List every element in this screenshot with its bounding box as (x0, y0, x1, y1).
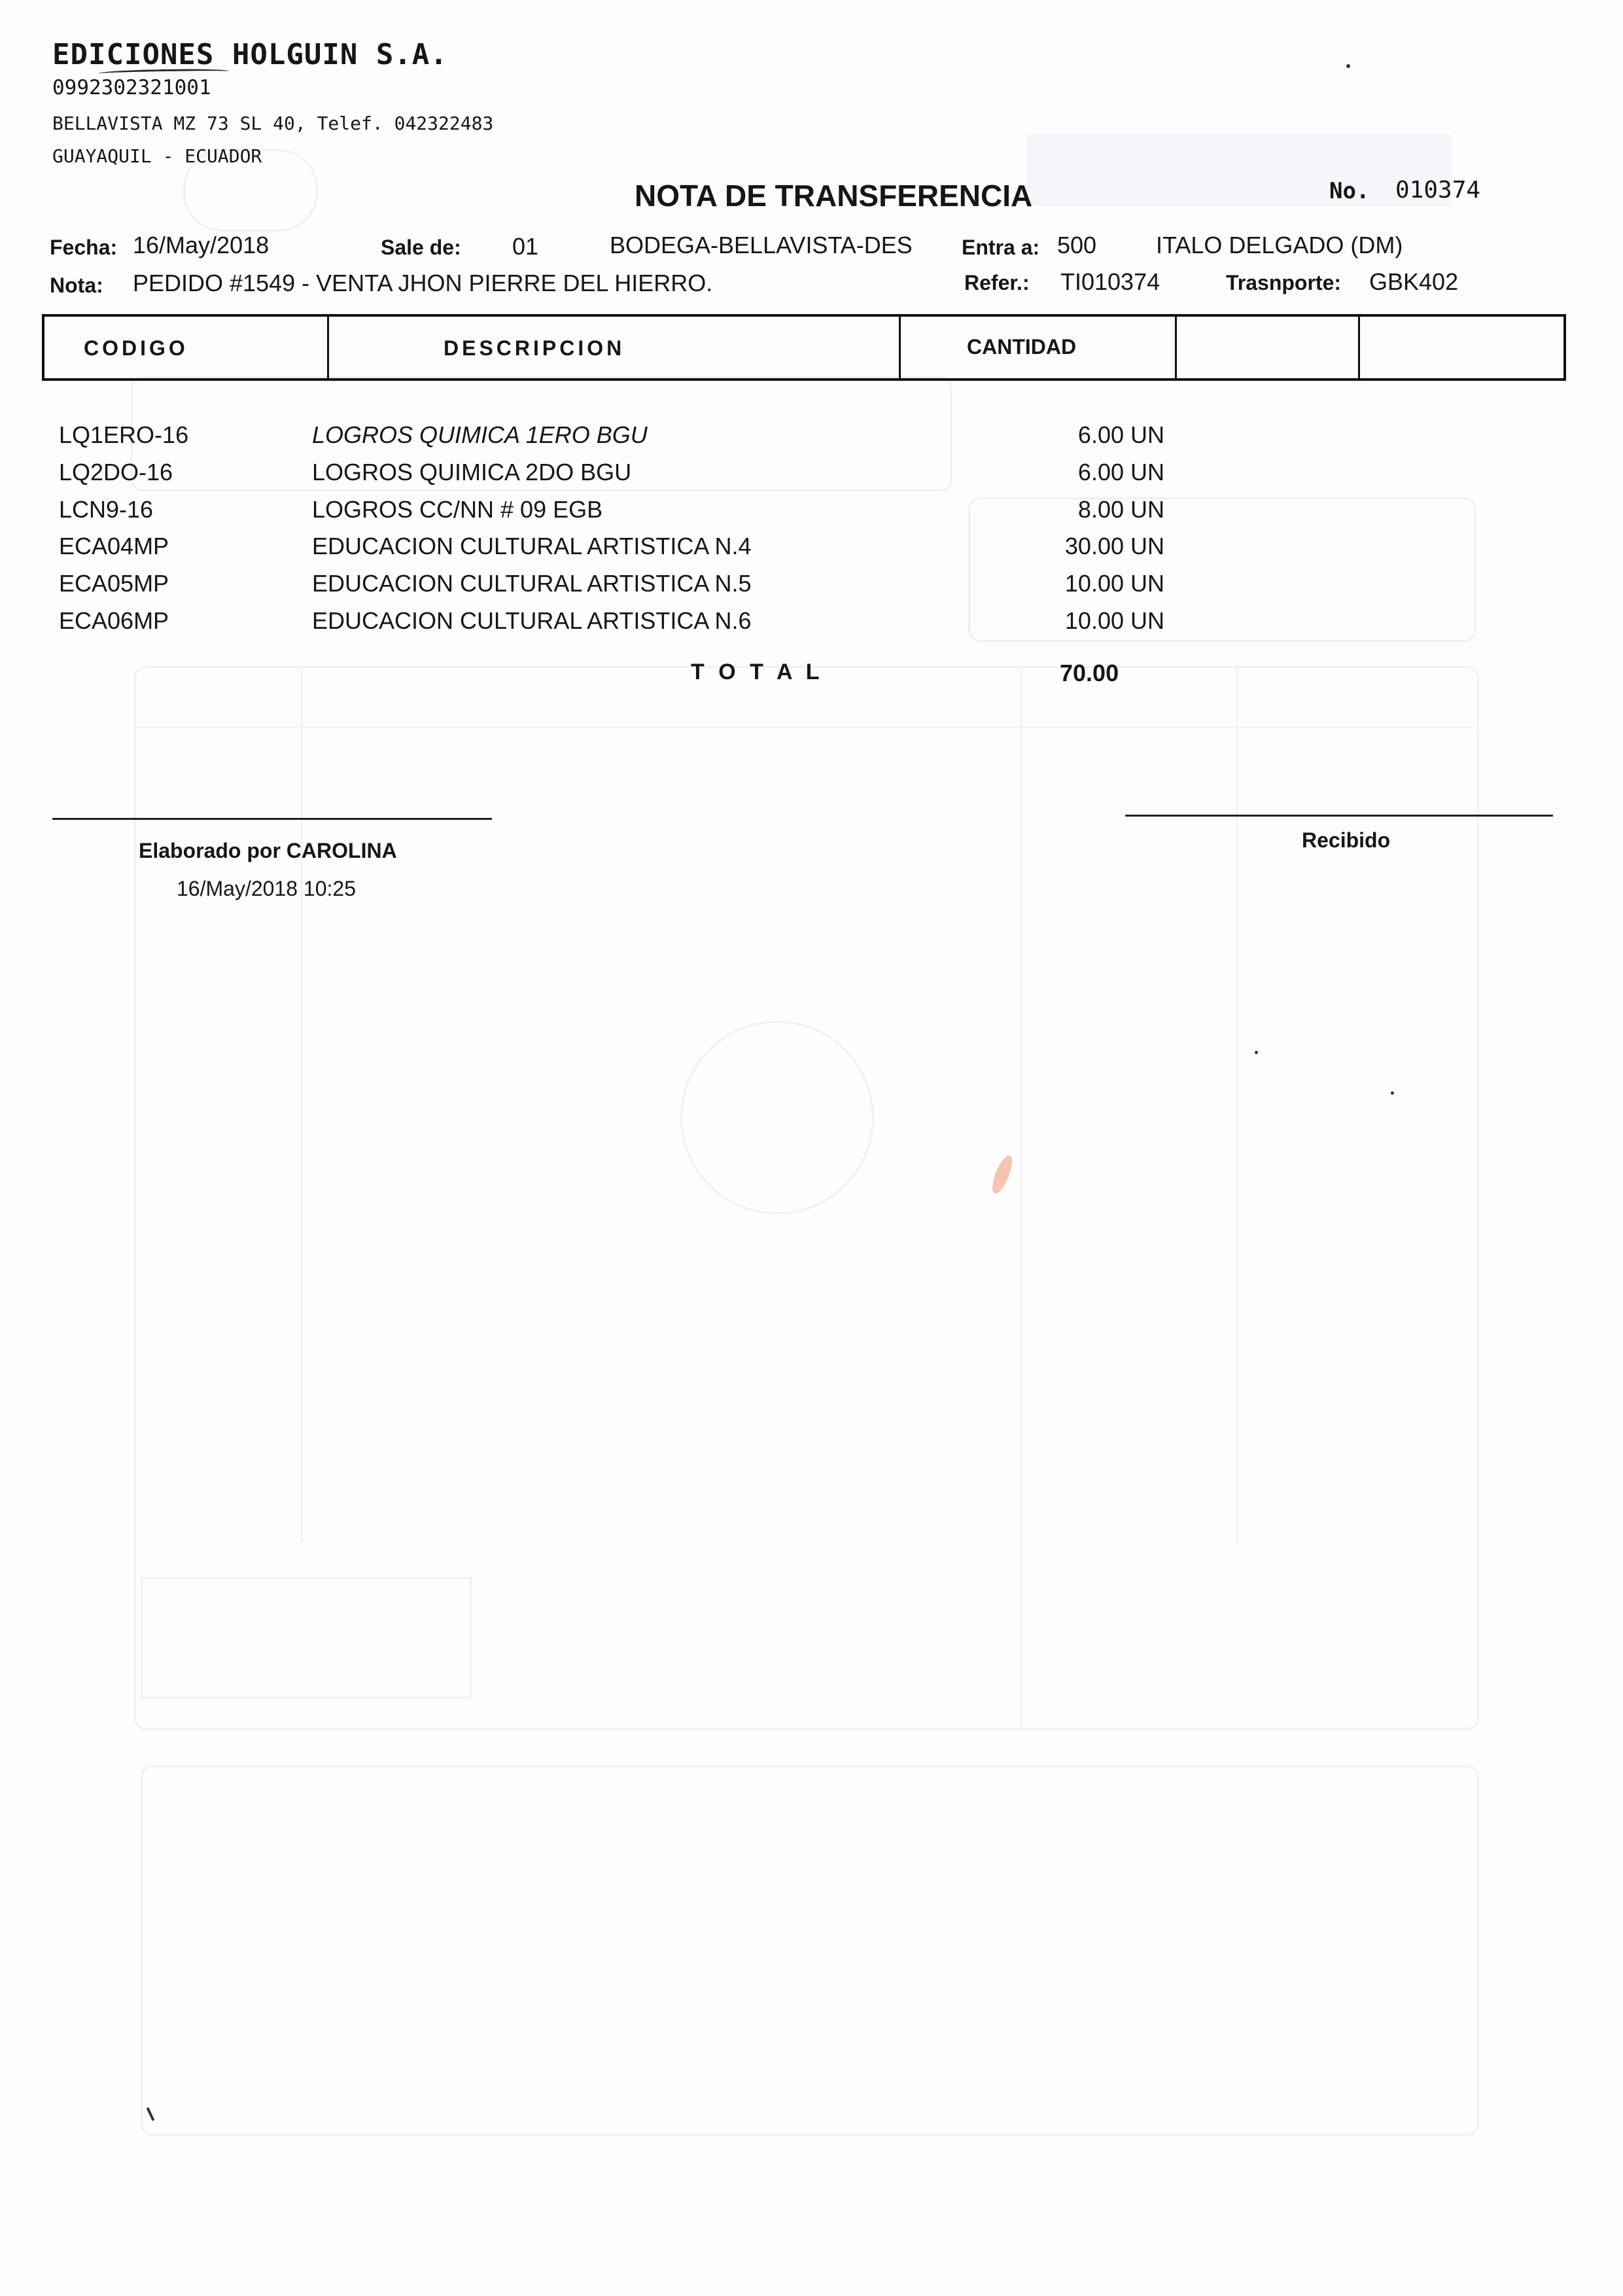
company-city: GUAYAQUIL - ECUADOR (52, 145, 262, 167)
table-row (0, 421, 1623, 458)
column-divider (327, 317, 329, 378)
item-code: LQ2DO-16 (59, 459, 173, 486)
header-descripcion: DESCRIPCION (444, 336, 625, 360)
header-codigo: CODIGO (84, 336, 188, 360)
table-row (0, 533, 1623, 569)
transporte-label: Trasnporte: (1226, 271, 1342, 294)
column-divider (899, 317, 901, 378)
received-label: Recibido (1302, 828, 1391, 852)
scan-speck (1391, 1091, 1394, 1095)
item-quantity: 8.00 UN (1077, 496, 1164, 523)
nota-label: Nota: (50, 274, 103, 297)
item-description: LOGROS CC/NN # 09 EGB (312, 496, 603, 523)
fecha-value: 16/May/2018 (133, 232, 270, 258)
transporte-value: GBK402 (1369, 268, 1459, 295)
item-quantity: 6.00 UN (1077, 459, 1164, 486)
prepared-signature-line (52, 818, 492, 820)
table-row (0, 570, 1623, 607)
table-row (0, 496, 1623, 533)
table-row (0, 459, 1623, 495)
item-quantity: 30.00 UN (1064, 533, 1164, 559)
company-ruc: 0992302321001 (52, 76, 211, 99)
prepared-date: 16/May/2018 10:25 (177, 877, 356, 900)
scan-speck (1255, 1051, 1258, 1054)
total-value: 70.00 (1060, 660, 1119, 686)
nota-value: PEDIDO #1549 - VENTA JHON PIERRE DEL HIERRO. (133, 270, 713, 296)
item-description: LOGROS QUIMICA 2DO BGU (312, 459, 632, 486)
entra-a-name: ITALO DELGADO (DM) (1156, 232, 1403, 258)
column-divider (1358, 317, 1360, 378)
item-description: EDUCACION CULTURAL ARTISTICA N.4 (312, 533, 752, 559)
item-description: LOGROS QUIMICA 1ERO BGU (312, 421, 648, 448)
column-divider (1175, 317, 1177, 378)
refer-label: Refer.: (964, 271, 1030, 294)
prepared-by: Elaborado por CAROLINA (139, 839, 397, 862)
item-code: LCN9-16 (59, 496, 154, 523)
table-row (0, 607, 1623, 644)
document-number-label: No. (1329, 178, 1370, 204)
item-description: EDUCACION CULTURAL ARTISTICA N.6 (312, 607, 752, 634)
item-code: ECA06MP (59, 607, 169, 634)
total-label: T O T A L (691, 660, 824, 684)
sale-de-name: BODEGA-BELLAVISTA-DES (610, 232, 913, 258)
sale-de-label: Sale de: (381, 236, 461, 259)
item-code: ECA04MP (59, 533, 169, 559)
sale-de-code: 01 (512, 233, 539, 260)
scan-speck (1346, 64, 1350, 68)
item-description: EDUCACION CULTURAL ARTISTICA N.5 (312, 570, 752, 597)
items-table-header (42, 314, 1566, 381)
entra-a-code: 500 (1057, 232, 1097, 258)
item-code: ECA05MP (59, 570, 169, 597)
entra-a-label: Entra a: (962, 236, 1040, 259)
item-code: LQ1ERO-16 (59, 421, 189, 448)
company-name: EDICIONES HOLGUIN S.A. (52, 38, 448, 71)
fecha-label: Fecha: (50, 236, 118, 259)
item-quantity: 10.00 UN (1064, 607, 1164, 634)
document-number: 010374 (1395, 177, 1481, 203)
document-title: NOTA DE TRANSFERENCIA (635, 179, 1033, 213)
company-address: BELLAVISTA MZ 73 SL 40, Telef. 042322483 (52, 113, 494, 134)
item-quantity: 6.00 UN (1077, 421, 1164, 448)
received-signature-line (1125, 815, 1553, 817)
item-quantity: 10.00 UN (1064, 570, 1164, 597)
header-cantidad: CANTIDAD (967, 335, 1077, 359)
refer-value: TI010374 (1060, 268, 1161, 295)
